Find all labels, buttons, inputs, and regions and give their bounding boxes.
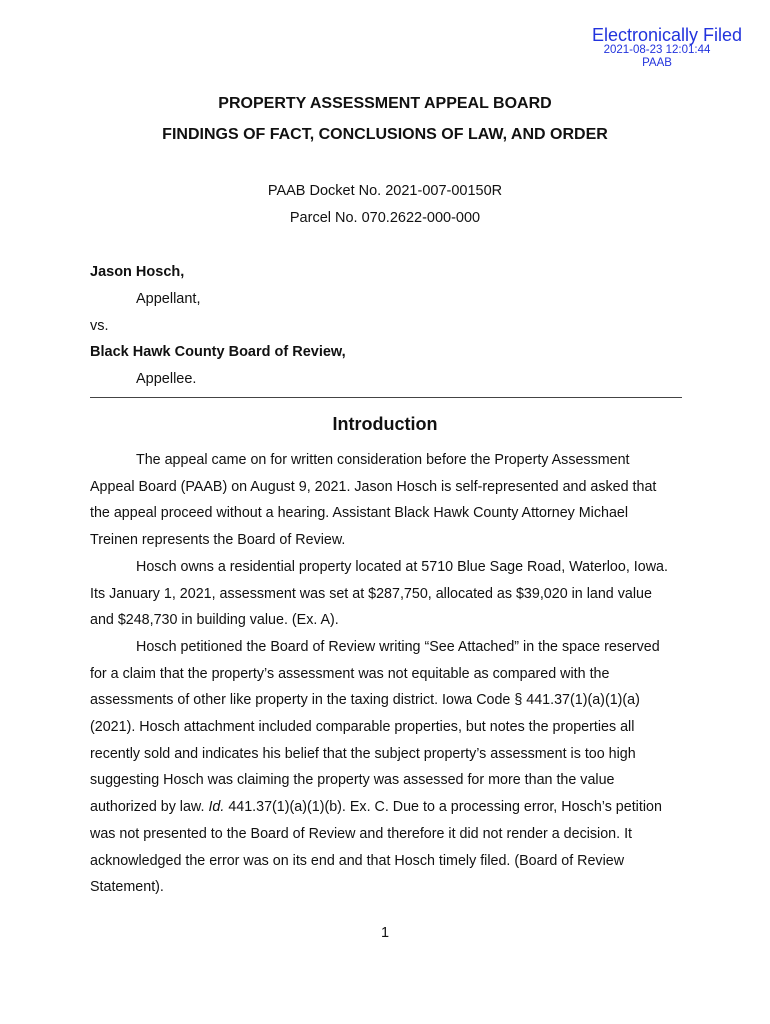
- paragraph-3: [90, 634, 670, 901]
- paragraph-3-text-a: Hosch petitioned the Board of Review writing “See Attached” in the space reserved for a claim that the property’s assessment was not equitable as compared with the assessments of other like property in the taxing district. Iowa Code § 441.37(1)(a)(1)(a) (2021). Hosch attachment included comparable properties, but notes the properties all recently sold and indicates his belief that the subject property’s assessment is too high suggesting Hosch was claiming the property was assessed for more than the value authorized by law.: [90, 638, 660, 816]
- paragraph-1: The appeal came on for written consideration before the Property Assessment Appeal Board (PAAB) on August 9, 2021. Jason Hosch is self-represented and asked that the appeal proceed without a hearing. Assistant Black Hawk County Attorney Michael Treinen represents the Board of Review.: [90, 452, 657, 549]
- appellee-role: Appellee.: [136, 371, 197, 387]
- page-number: 1: [380, 925, 390, 941]
- paragraph-2: Hosch owns a residential property located at 5710 Blue Sage Road, Waterloo, Iowa. Its January 1, 2021, assessment was set at $287,750, allocated as $39,020 in land value and $248,730 in building value. (Ex. A).: [90, 558, 668, 629]
- stamp-title: Electronically Filed: [591, 25, 742, 45]
- appellant-name: Jason Hosch,: [90, 264, 185, 280]
- board-title: PROPERTY ASSESSMENT APPEAL BOARD: [218, 95, 552, 112]
- appellee-name: Black Hawk County Board of Review,: [90, 344, 346, 360]
- stamp-agency: PAAB: [642, 56, 672, 69]
- document-body: [90, 447, 670, 901]
- section-heading: Introduction: [332, 414, 438, 434]
- parcel-number: Parcel No. 070.2622-000-000: [289, 210, 481, 226]
- electronic-filing-stamp: [542, 26, 742, 69]
- stamp-datetime: 2021-08-23 12:01:44: [603, 44, 711, 56]
- versus-label: vs.: [90, 318, 109, 334]
- id-citation: Id.: [208, 799, 225, 816]
- appellant-role: Appellant,: [136, 291, 201, 307]
- docket-number: PAAB Docket No. 2021-007-00150R: [267, 183, 503, 199]
- caption-divider: [90, 397, 682, 398]
- document-title: FINDINGS OF FACT, CONCLUSIONS OF LAW, AND ORDER: [162, 126, 608, 143]
- paragraph-3-text-b: 441.37(1)(a)(1)(b). Ex. C. Due to a processing error, Hosch’s petition was not presented to the Board of Review and therefore it did not render a decision. It acknowledged the error was on its end and that Hosch timely filed. (Board of Review Statement).: [90, 799, 662, 896]
